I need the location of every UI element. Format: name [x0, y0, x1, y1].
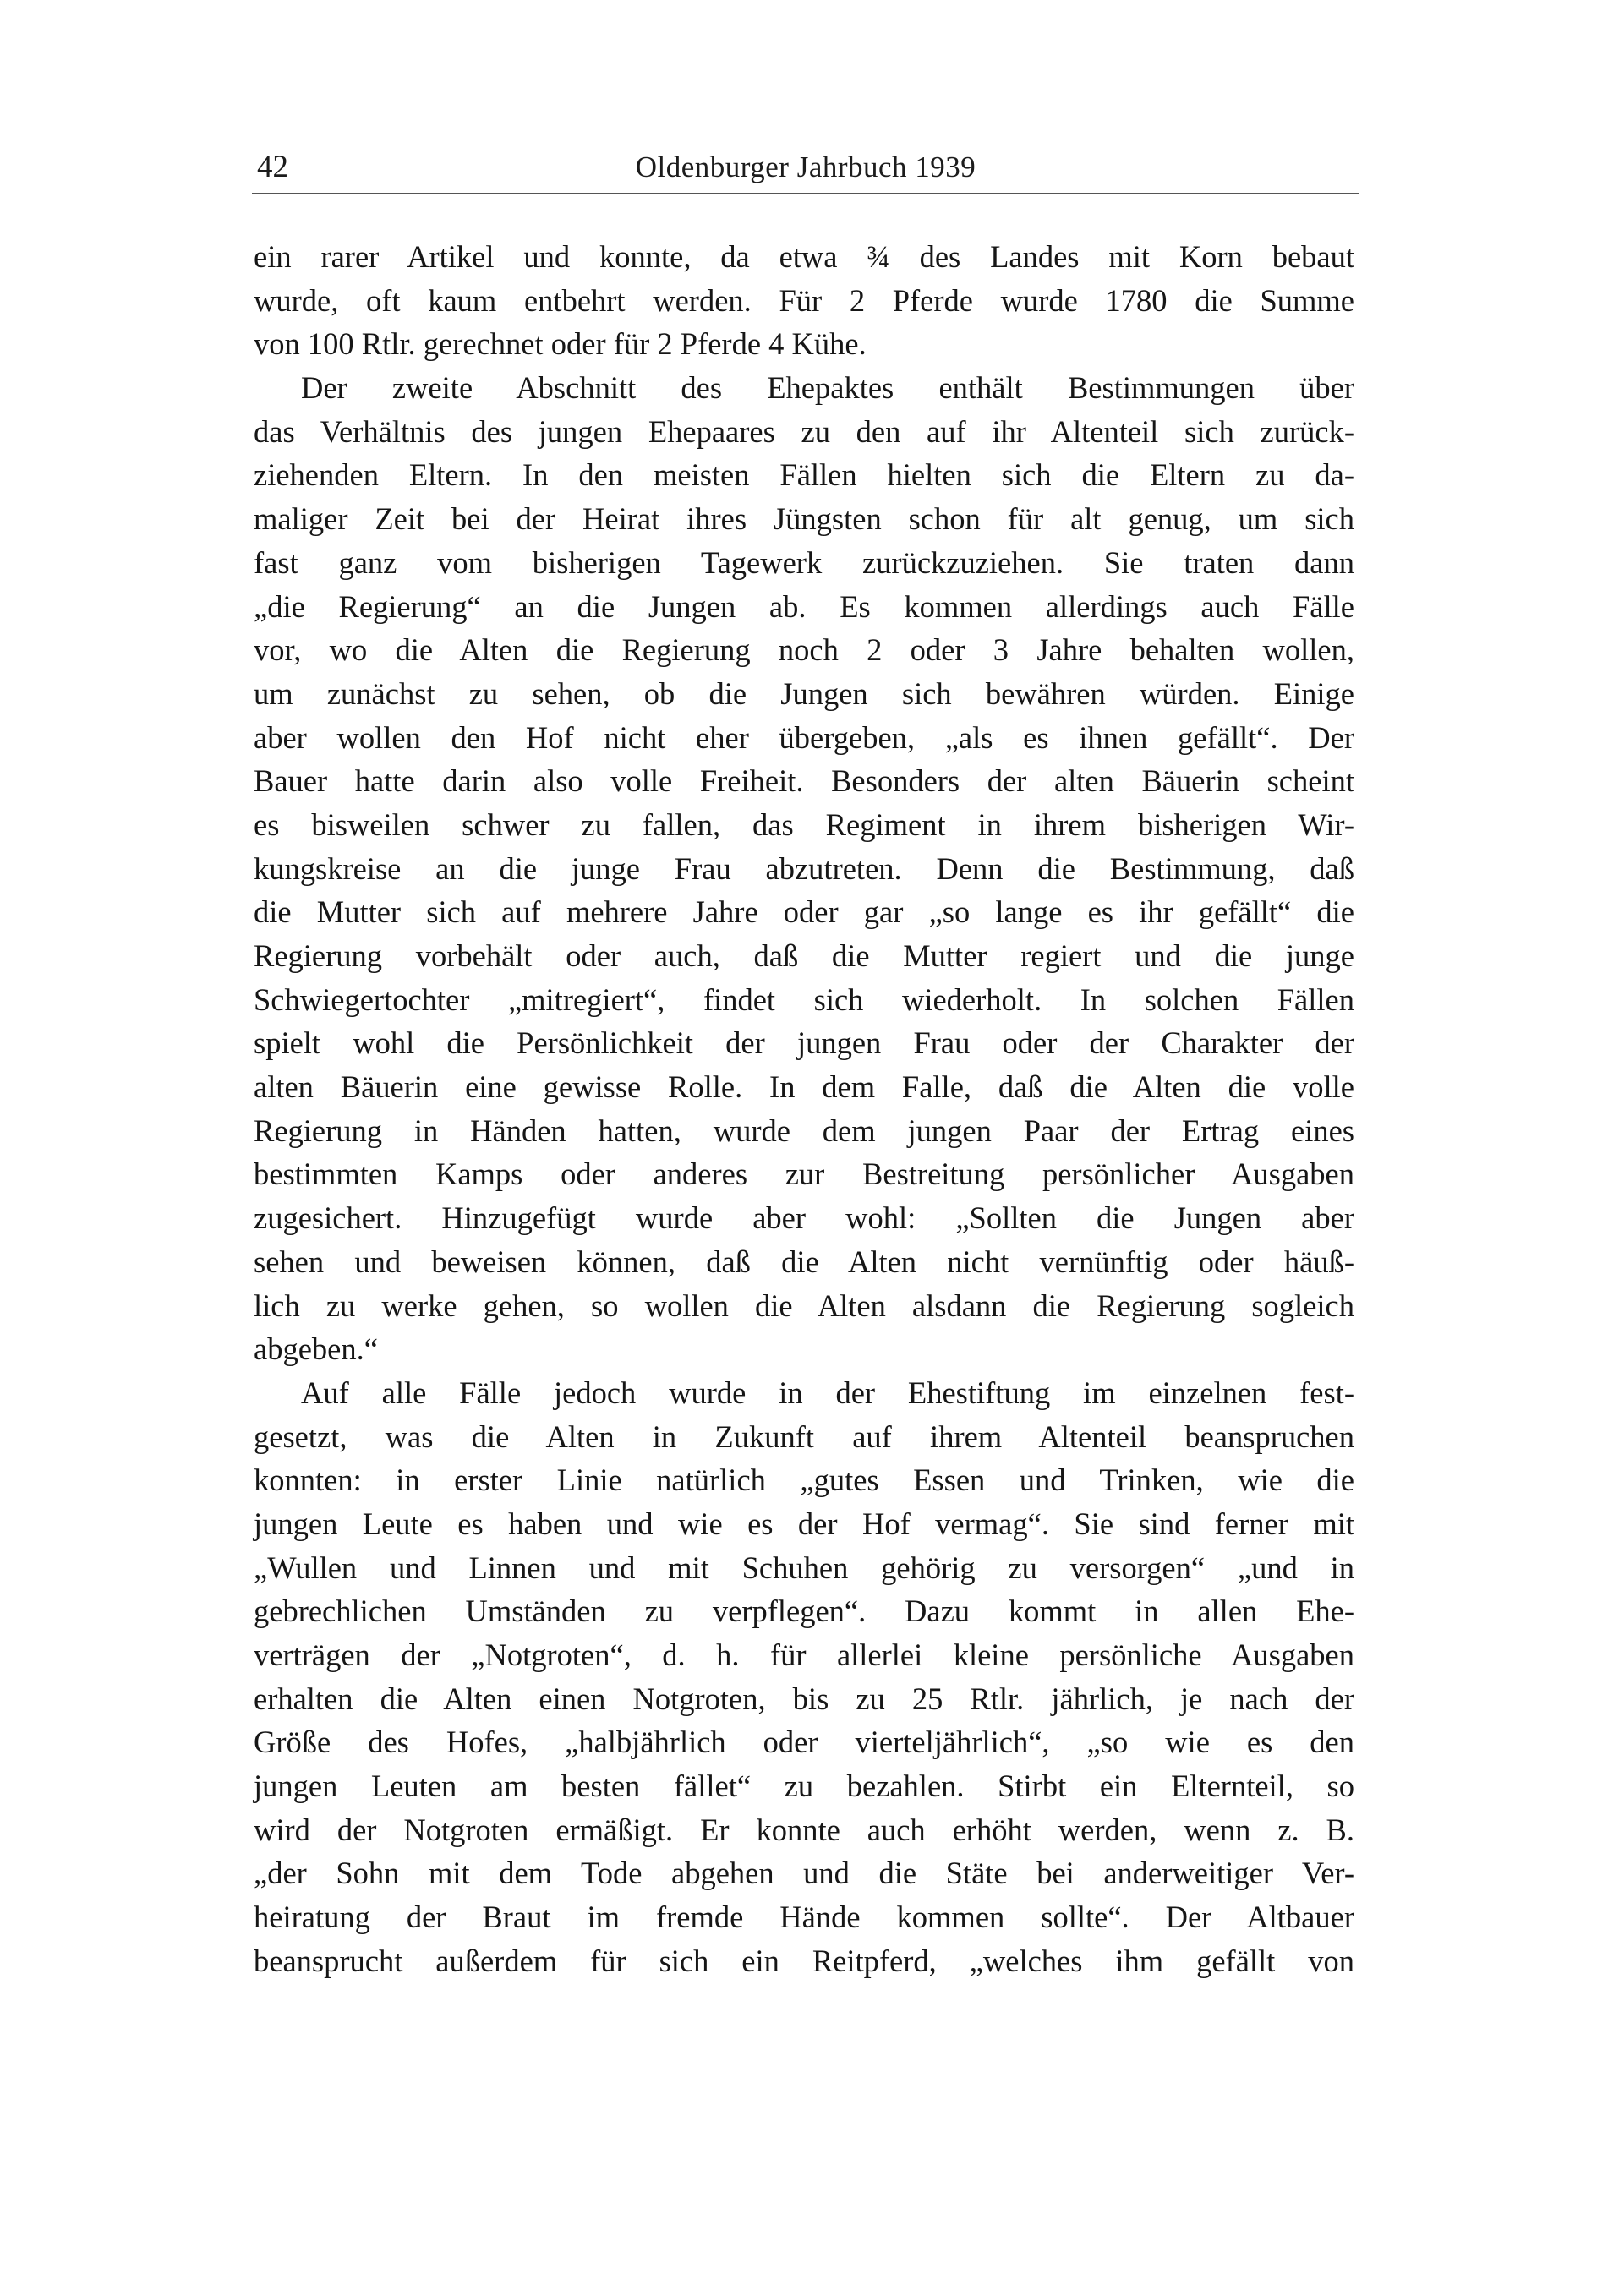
paragraph: [254, 1371, 1354, 1983]
text-line: spielt wohl die Persönlichkeit der jungen Frau oder der Charakter der: [254, 1025, 1354, 1061]
text-line: verträgen der „Notgroten“, d. h. für allerlei kleine persönliche Ausgaben: [254, 1637, 1354, 1672]
text-line: konnten: in erster Linie natürlich „gutes Essen und Trinken, wie die: [254, 1462, 1354, 1498]
text-line: „der Sohn mit dem Tode abgehen und die Stäte bei anderweitiger Ver-: [254, 1856, 1354, 1891]
journal-title: Oldenburger Jahrbuch 1939: [635, 150, 976, 183]
running-head: [252, 145, 1359, 196]
text-line: das Verhältnis des jungen Ehepaares zu den auf ihr Altenteil sich zurück-: [254, 413, 1354, 449]
text-line: Größe des Hofes, „halbjährlich oder vierteljährlich“, „so wie es den: [254, 1725, 1354, 1760]
page-number: 42: [257, 150, 288, 184]
text-line: wurde, oft kaum entbehrt werden. Für 2 Pferde wurde 1780 die Summe: [254, 282, 1354, 318]
text-line: Der zweite Abschnitt des Ehepaktes enthält Bestimmungen über: [301, 370, 1354, 406]
text-line: fast ganz vom bisherigen Tagewerk zurückzuziehen. Sie traten dann: [254, 544, 1354, 580]
text-line: um zunächst zu sehen, ob die Jungen sich bewähren würden. Einige: [254, 675, 1354, 711]
text-line: Regierung vorbehält oder auch, daß die Mutter regiert und die junge: [254, 938, 1354, 973]
text-line: jungen Leuten am besten fället“ zu bezahlen. Stirbt ein Elternteil, so: [254, 1768, 1354, 1804]
text-line: ziehenden Eltern. In den meisten Fällen hielten sich die Eltern zu da-: [254, 457, 1354, 493]
text-line: von 100 Rtlr. gerechnet oder für 2 Pferde 4 Kühe.: [254, 326, 867, 362]
text-line: es bisweilen schwer zu fallen, das Regiment in ihrem bisherigen Wir-: [254, 806, 1354, 842]
text-line: Auf alle Fälle jedoch wurde in der Ehestiftung im einzelnen fest-: [301, 1375, 1354, 1410]
text-line: sehen und beweisen können, daß die Alten nicht vernünftig oder häuß-: [254, 1244, 1354, 1279]
text-line: erhalten die Alten einen Notgroten, bis zu 25 Rtlr. jährlich, je nach der: [254, 1681, 1354, 1716]
text-line: aber wollen den Hof nicht eher übergeben, „als es ihnen gefällt“. Der: [254, 719, 1354, 755]
text-line: Schwiegertochter „mitregiert“, findet sich wiederholt. In solchen Fällen: [254, 981, 1354, 1017]
text-line: Regierung in Händen hatten, wurde dem jungen Paar der Ertrag eines: [254, 1112, 1354, 1148]
text-line: maliger Zeit bei der Heirat ihres Jüngsten schon für alt genug, um sich: [254, 501, 1354, 537]
body-text: [254, 235, 1354, 1983]
text-line: jungen Leute es haben und wie es der Hof vermag“. Sie sind ferner mit: [254, 1506, 1354, 1541]
text-line: Bauer hatte darin also volle Freiheit. Besonders der alten Bäuerin scheint: [254, 763, 1354, 799]
paragraph: [254, 366, 1354, 1371]
text-line: vor, wo die Alten die Regierung noch 2 oder 3 Jahre behalten wollen,: [254, 632, 1354, 668]
header-rule: [252, 193, 1359, 194]
text-line: bestimmten Kamps oder anderes zur Bestreitung persönlicher Ausgaben: [254, 1156, 1354, 1192]
text-line: lich zu werke gehen, so wollen die Alten alsdann die Regierung sogleich: [254, 1287, 1354, 1323]
text-line: die Mutter sich auf mehrere Jahre oder gar „so lange es ihr gefällt“ die: [254, 894, 1354, 930]
paragraph: [254, 235, 1354, 366]
text-line: gebrechlichen Umständen zu verpflegen“. Dazu kommt in allen Ehe-: [254, 1594, 1354, 1629]
text-line: alten Bäuerin eine gewisse Rolle. In dem Falle, daß die Alten die volle: [254, 1069, 1354, 1105]
text-line: gesetzt, was die Alten in Zukunft auf ihrem Altenteil beanspruchen: [254, 1419, 1354, 1454]
text-line: abgeben.“: [254, 1331, 378, 1367]
text-line: ein rarer Artikel und konnte, da etwa ¾ des Landes mit Korn bebaut: [254, 239, 1354, 274]
text-line: zugesichert. Hinzugefügt wurde aber wohl: „Sollten die Jungen aber: [254, 1200, 1354, 1236]
text-line: beansprucht außerdem für sich ein Reitpferd, „welches ihm gefällt von: [254, 1943, 1354, 1978]
text-line: heiratung der Braut im fremde Hände kommen sollte“. Der Altbauer: [254, 1900, 1354, 1935]
text-line: kungskreise an die junge Frau abzutreten. Denn die Bestimmung, daß: [254, 850, 1354, 886]
text-line: „die Regierung“ an die Jungen ab. Es kommen allerdings auch Fälle: [254, 588, 1354, 624]
text-line: wird der Notgroten ermäßigt. Er konnte auch erhöht werden, wenn z. B.: [254, 1812, 1354, 1847]
text-line: „Wullen und Linnen und mit Schuhen gehörig zu versorgen“ „und in: [254, 1550, 1354, 1585]
